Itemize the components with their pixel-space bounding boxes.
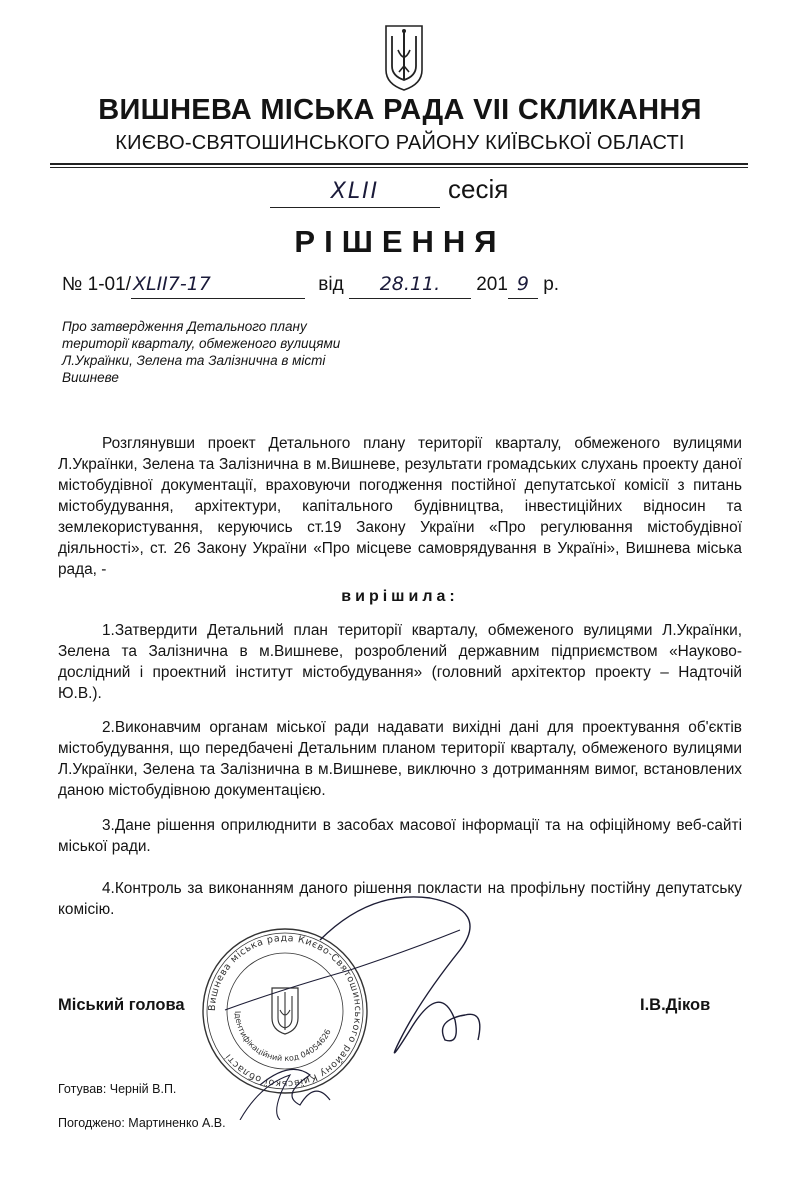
seal-inner-text: Ідентифікаційний код 04054626 <box>232 1010 333 1064</box>
date-prefix: від <box>318 274 344 295</box>
decision-item: 3.Дане рішення оприлюднити в засобах масової інформації та на офіційному веб-сайті міської ради. <box>58 817 742 855</box>
decision-date: 28.11. <box>349 270 471 299</box>
session-line <box>270 174 508 208</box>
signatory-position: Міський голова <box>58 996 185 1014</box>
header-divider <box>50 163 748 165</box>
seal-outer-text: Вишнева міська рада Києво-Святошинського району Київської області <box>206 932 364 1090</box>
session-label: сесія <box>448 174 509 204</box>
decision-item: 1.Затвердити Детальний план території кварталу, обмеженого вулицями Л.Українки, Зелена та Залізнична в м.Вишневе, розроблений державним підприємством «Науково-дослідний і проектний інститут містобудування» (головний архітектор проекту – Надточій Ю.В.). <box>58 622 742 702</box>
resolved-heading: вирішила: <box>341 588 459 605</box>
decision-number: XLII7-17 <box>131 270 305 299</box>
document-title: РІШЕННЯ <box>294 224 506 259</box>
prepared-by: Готував: Черній В.П. <box>58 1082 177 1096</box>
session-number: XLII <box>270 177 440 208</box>
district-name: КИЄВО-СВЯТОШИНСЬКОГО РАЙОНУ КИЇВСЬКОЇ ОБЛАСТІ <box>115 132 685 154</box>
council-name: ВИШНЕВА МІСЬКА РАДА VII СКЛИКАННЯ <box>98 94 702 126</box>
year-suffix: р. <box>543 274 560 295</box>
decision-item: 2.Виконавчим органам міської ради надавати вихідні дані для проектування об'єктів містобудування, що передбачені Детальним планом території кварталу, обмеженого вулицями Л.Українки, Зелена та Залізнична в м.Вишневе, виключно з дотриманням вимог, встановлених даною містобудівною документацією. <box>58 719 742 799</box>
decision-year: 9 <box>508 270 538 299</box>
year-prefix: 201 <box>476 274 508 295</box>
decision-subject: Про затвердження Детального плану території кварталу, обмеженого вулицями Л.Українки, Зелена та Залізнична в місті Вишневе <box>62 319 341 385</box>
header-divider-thin <box>50 167 748 168</box>
handwritten-signature-icon <box>220 870 550 1120</box>
number-prefix: № 1-01/ <box>62 274 131 295</box>
coat-of-arms-icon <box>382 22 426 92</box>
signatory-name: І.В.Діков <box>640 996 711 1014</box>
preamble-paragraph: Розглянувши проект Детального плану території кварталу, обмеженого вулицями Л.Українки, Зелена та Залізнична в м.Вишневе, результати громадських слухань проекту даної містобудівної документації, враховуючи погодження постійної депутатської комісії з питань містобудування, архітектури, капітального будівництва, інвестиційних відносин та землекористування, керуючись ст.19 Закону України «Про регулювання містобудівної діяльності», ст. 26 Закону України «Про місцеве самоврядування в Україні», Вишнева міська рада, - <box>58 435 742 578</box>
decision-reference <box>62 270 559 299</box>
decision-item: 4.Контроль за виконанням даного рішення покласти на профільну постійну депутатську комісію. <box>58 880 742 918</box>
agreed-by: Погоджено: Мартиненко А.В. <box>58 1116 226 1130</box>
